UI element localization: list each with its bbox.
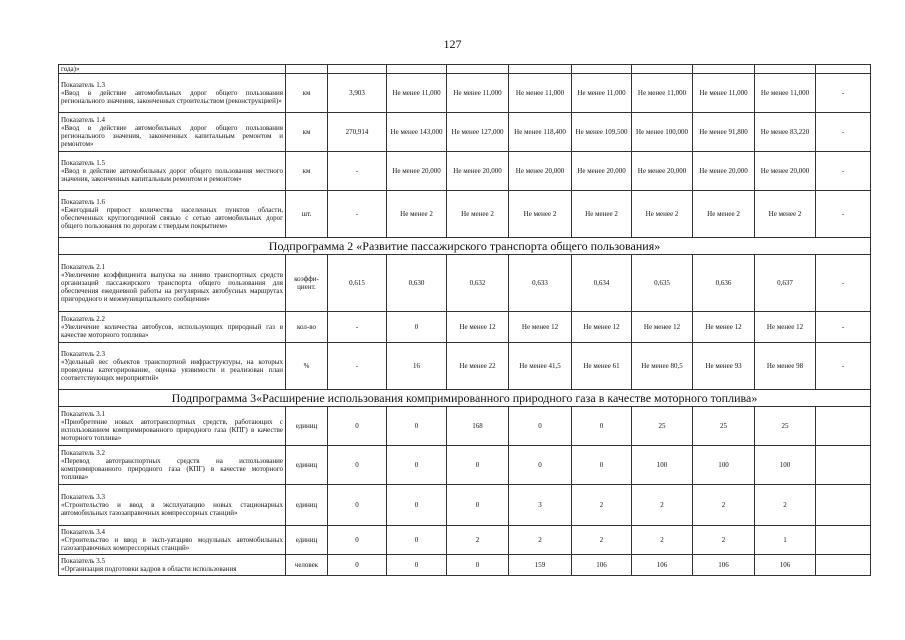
- target-value-cell: Не менее 12: [693, 312, 755, 343]
- table-row: [59, 74, 871, 113]
- indicator-name-cell: [59, 446, 286, 485]
- unit-cell: %: [286, 343, 328, 390]
- target-value-cell: Не менее 12: [755, 312, 816, 343]
- indicator-name-cell: [59, 407, 286, 446]
- target-value-cell: Не менее 12: [447, 312, 509, 343]
- target-value-cell: Не менее 83,220: [755, 113, 816, 152]
- base-value-cell: -: [328, 152, 387, 191]
- target-value-cell: Не менее 41,5: [509, 343, 572, 390]
- target-value-cell: 168: [447, 407, 509, 446]
- target-value-cell: 0: [387, 312, 447, 343]
- target-value-cell: 0,633: [509, 255, 572, 312]
- target-value-cell: 0: [387, 446, 447, 485]
- unit-cell: единиц: [286, 526, 328, 555]
- unit-cell: единиц: [286, 485, 328, 526]
- target-value-cell: 0: [447, 555, 509, 576]
- target-value-cell: 0,635: [632, 255, 693, 312]
- subprogram-2-heading: Подпрограмма 2 «Развитие пассажирского транспорта общего пользования»: [59, 238, 871, 255]
- target-value-cell: Не менее 20,000: [632, 152, 693, 191]
- last-value-cell: -: [816, 191, 871, 238]
- target-value-cell: 106: [693, 555, 755, 576]
- unit-cell: км: [286, 152, 328, 191]
- target-value-cell: 159: [509, 555, 572, 576]
- target-value-cell: Не менее 100,000: [632, 113, 693, 152]
- target-value-cell: Не менее 2: [755, 191, 816, 238]
- target-value-cell: Не менее 2: [387, 191, 447, 238]
- base-value-cell: -: [328, 191, 387, 238]
- target-value-cell: Не менее 12: [632, 312, 693, 343]
- target-value-cell: 100: [693, 446, 755, 485]
- target-value-cell: 0: [572, 407, 632, 446]
- base-value-cell: 3,903: [328, 74, 387, 113]
- indicator-description: «Организация подготовки кадров в области использования: [61, 565, 237, 573]
- target-value-cell: Не менее 11,000: [387, 74, 447, 113]
- target-value-cell: Не менее 11,000: [509, 74, 572, 113]
- subprogram-3-heading: Подпрограмма 3«Расширение использования компримированного природного газа в качестве моторного топлива»: [59, 390, 871, 407]
- base-value-cell: -: [328, 343, 387, 390]
- indicator-name-cell: [59, 485, 286, 526]
- indicator-label: Показатель 1.5: [61, 159, 105, 167]
- target-value-cell: Не менее 20,000: [509, 152, 572, 191]
- base-value-cell: 0: [328, 446, 387, 485]
- indicator-description: «Строительство и ввод в эксплуатацию новых стационарных автомобильных газозаправочных компрессорных станций»: [61, 501, 283, 517]
- unit-cell: единиц: [286, 407, 328, 446]
- empty-cell: [693, 65, 755, 74]
- target-value-cell: 0: [387, 407, 447, 446]
- indicator-description: «Строительство и ввод в эксп-уатацию модульных автомобильных газозаправочных компрессорных станций»: [61, 536, 283, 552]
- indicator-name-cell: [59, 113, 286, 152]
- table-row: [59, 485, 871, 526]
- table-row: [59, 312, 871, 343]
- base-value-cell: 0: [328, 526, 387, 555]
- target-value-cell: 0,637: [755, 255, 816, 312]
- table-row: [59, 191, 871, 238]
- target-value-cell: 0: [509, 446, 572, 485]
- target-value-cell: 0: [447, 485, 509, 526]
- indicator-name-fragment: года)»: [59, 65, 286, 74]
- indicator-name-cell: [59, 312, 286, 343]
- indicator-description: «Ввод в действие автомобильных дорог общего пользования регионального значения, законченных строительством (реконструкцией)»: [61, 89, 283, 105]
- target-value-cell: Не менее 118,400: [509, 113, 572, 152]
- target-value-cell: 106: [572, 555, 632, 576]
- unit-cell: единиц: [286, 446, 328, 485]
- target-value-cell: Не менее 2: [509, 191, 572, 238]
- base-value-cell: -: [328, 312, 387, 343]
- last-value-cell: -: [816, 312, 871, 343]
- target-value-cell: 106: [755, 555, 816, 576]
- last-value-cell: -: [816, 152, 871, 191]
- target-value-cell: Не менее 11,000: [632, 74, 693, 113]
- last-value-cell: -: [816, 113, 871, 152]
- table-row: [59, 152, 871, 191]
- indicators-table: [58, 64, 871, 576]
- target-value-cell: 0: [572, 446, 632, 485]
- target-value-cell: 0,634: [572, 255, 632, 312]
- target-value-cell: 0,632: [447, 255, 509, 312]
- indicator-description: «Увеличение коэффициента выпуска на линию транспортных средств организаций пассажирского транспорта общего пользования для обеспечения ежедневной работы на регулярных автобусных маршрутах пригородного и межмуниципального сообщения»: [61, 271, 283, 303]
- table-row: [59, 446, 871, 485]
- target-value-cell: Не менее 12: [572, 312, 632, 343]
- empty-cell: [387, 65, 447, 74]
- last-value-cell: -: [816, 343, 871, 390]
- indicator-description: «Приобретение новых автотранспортных средств, работающих с использованием компримированного природного газа (КПГ) в качестве моторного топлива»: [61, 418, 283, 442]
- base-value-cell: 0: [328, 485, 387, 526]
- target-value-cell: Не менее 2: [693, 191, 755, 238]
- indicator-label: Показатель 2.3: [61, 350, 105, 358]
- target-value-cell: Не менее 127,000: [447, 113, 509, 152]
- target-value-cell: 0: [387, 485, 447, 526]
- indicator-name-cell: [59, 255, 286, 312]
- indicator-name-cell: [59, 74, 286, 113]
- base-value-cell: 0: [328, 555, 387, 576]
- indicator-name-cell: [59, 526, 286, 555]
- table-row: [59, 555, 871, 576]
- last-value-cell: [816, 485, 871, 526]
- indicator-name-cell: [59, 555, 286, 576]
- unit-cell: кол-во: [286, 312, 328, 343]
- indicator-description: «Ввод в действие автомобильных дорог общего пользования регионального значения, законченных капитальным ремонтом и ремонтом»: [61, 124, 283, 148]
- target-value-cell: Не менее 11,000: [447, 74, 509, 113]
- target-value-cell: Не менее 20,000: [693, 152, 755, 191]
- target-value-cell: Не менее 11,000: [572, 74, 632, 113]
- target-value-cell: 0,630: [387, 255, 447, 312]
- target-value-cell: Не менее 2: [632, 191, 693, 238]
- last-value-cell: -: [816, 255, 871, 312]
- target-value-cell: 0,636: [693, 255, 755, 312]
- indicator-label: Показатель 1.3: [61, 81, 105, 89]
- unit-cell: коэффи-циент.: [286, 255, 328, 312]
- target-value-cell: 3: [509, 485, 572, 526]
- indicator-label: Показатель 2.2: [61, 315, 105, 323]
- target-value-cell: Не менее 20,000: [755, 152, 816, 191]
- target-value-cell: 2: [693, 485, 755, 526]
- page-number: 127: [443, 37, 462, 51]
- unit-cell: шт.: [286, 191, 328, 238]
- target-value-cell: 25: [755, 407, 816, 446]
- indicator-description: «Ввод в действие автомобильных дорог общего пользования местного значения, законченных капитальным ремонтом и ремонтом»: [61, 167, 283, 183]
- target-value-cell: 0: [387, 555, 447, 576]
- last-value-cell: [816, 555, 871, 576]
- table-row: [59, 343, 871, 390]
- target-value-cell: 2: [447, 526, 509, 555]
- target-value-cell: Не менее 11,000: [693, 74, 755, 113]
- table-row: [59, 65, 871, 74]
- last-value-cell: [816, 526, 871, 555]
- empty-cell: [328, 65, 387, 74]
- target-value-cell: 2: [572, 485, 632, 526]
- target-value-cell: 0: [509, 407, 572, 446]
- target-value-cell: Не менее 20,000: [447, 152, 509, 191]
- target-value-cell: Не менее 80,5: [632, 343, 693, 390]
- indicator-label: Показатель 3.2: [61, 449, 105, 457]
- target-value-cell: Не менее 22: [447, 343, 509, 390]
- indicator-label: Показатель 2.1: [61, 263, 105, 271]
- target-value-cell: 25: [693, 407, 755, 446]
- indicator-description: «Увеличение количества автобусов, использующих природный газ в качестве моторного топлива»: [61, 323, 283, 339]
- empty-cell: [447, 65, 509, 74]
- target-value-cell: Не менее 20,000: [572, 152, 632, 191]
- target-value-cell: 0: [387, 526, 447, 555]
- target-value-cell: 2: [755, 485, 816, 526]
- target-value-cell: 106: [632, 555, 693, 576]
- target-value-cell: 0: [447, 446, 509, 485]
- target-value-cell: 100: [755, 446, 816, 485]
- indicator-name-cell: [59, 343, 286, 390]
- indicator-label: Показатель 3.3: [61, 493, 105, 501]
- table-row: [59, 238, 871, 255]
- table-row: [59, 390, 871, 407]
- indicator-name-cell: [59, 191, 286, 238]
- target-value-cell: 16: [387, 343, 447, 390]
- table-row: [59, 255, 871, 312]
- empty-cell: [632, 65, 693, 74]
- indicator-label: Показатель 1.6: [61, 198, 105, 206]
- target-value-cell: 2: [632, 526, 693, 555]
- empty-cell: [816, 65, 871, 74]
- target-value-cell: 25: [632, 407, 693, 446]
- empty-cell: [755, 65, 816, 74]
- target-value-cell: 2: [509, 526, 572, 555]
- target-value-cell: Не менее 143,000: [387, 113, 447, 152]
- target-value-cell: 100: [632, 446, 693, 485]
- target-value-cell: Не менее 98: [755, 343, 816, 390]
- indicator-description: «Ежегодный прирост количества населенных пунктов области, обеспеченных круглогодичной связью с сетью автомобильных дорог общего пользования по дорогам с твердым покрытием»: [61, 206, 283, 230]
- target-value-cell: Не менее 2: [572, 191, 632, 238]
- target-value-cell: 2: [632, 485, 693, 526]
- target-value-cell: Не менее 20,000: [387, 152, 447, 191]
- table-row: [59, 407, 871, 446]
- indicator-description: «Удельный вес объектов транспортной инфраструктуры, на которых проведены категорирование, оценка уязвимости и реализован план соответствующих мероприятий»: [61, 358, 283, 382]
- last-value-cell: -: [816, 74, 871, 113]
- target-value-cell: Не менее 12: [509, 312, 572, 343]
- table-row: [59, 526, 871, 555]
- base-value-cell: 0,615: [328, 255, 387, 312]
- target-value-cell: Не менее 2: [447, 191, 509, 238]
- target-value-cell: 2: [572, 526, 632, 555]
- target-value-cell: Не менее 109,500: [572, 113, 632, 152]
- empty-cell: [509, 65, 572, 74]
- unit-cell: км: [286, 74, 328, 113]
- empty-cell: [572, 65, 632, 74]
- unit-cell: человек: [286, 555, 328, 576]
- unit-cell: км: [286, 113, 328, 152]
- indicator-description: «Перевод автотранспортных средств на использование компримированного природного газа (КПГ) в качестве моторного топлива»: [61, 457, 283, 481]
- target-value-cell: Не менее 93: [693, 343, 755, 390]
- target-value-cell: Не менее 91,800: [693, 113, 755, 152]
- table-row: [59, 113, 871, 152]
- target-value-cell: 1: [755, 526, 816, 555]
- empty-cell: [286, 65, 328, 74]
- indicator-name-cell: [59, 152, 286, 191]
- target-value-cell: Не менее 11,000: [755, 74, 816, 113]
- base-value-cell: 270,914: [328, 113, 387, 152]
- indicator-label: Показатель 1.4: [61, 116, 105, 124]
- last-value-cell: [816, 407, 871, 446]
- indicator-label: Показатель 3.5: [61, 557, 105, 565]
- target-value-cell: Не менее 61: [572, 343, 632, 390]
- base-value-cell: 0: [328, 407, 387, 446]
- target-value-cell: 2: [693, 526, 755, 555]
- last-value-cell: [816, 446, 871, 485]
- indicator-label: Показатель 3.1: [61, 410, 105, 418]
- indicator-label: Показатель 3.4: [61, 528, 105, 536]
